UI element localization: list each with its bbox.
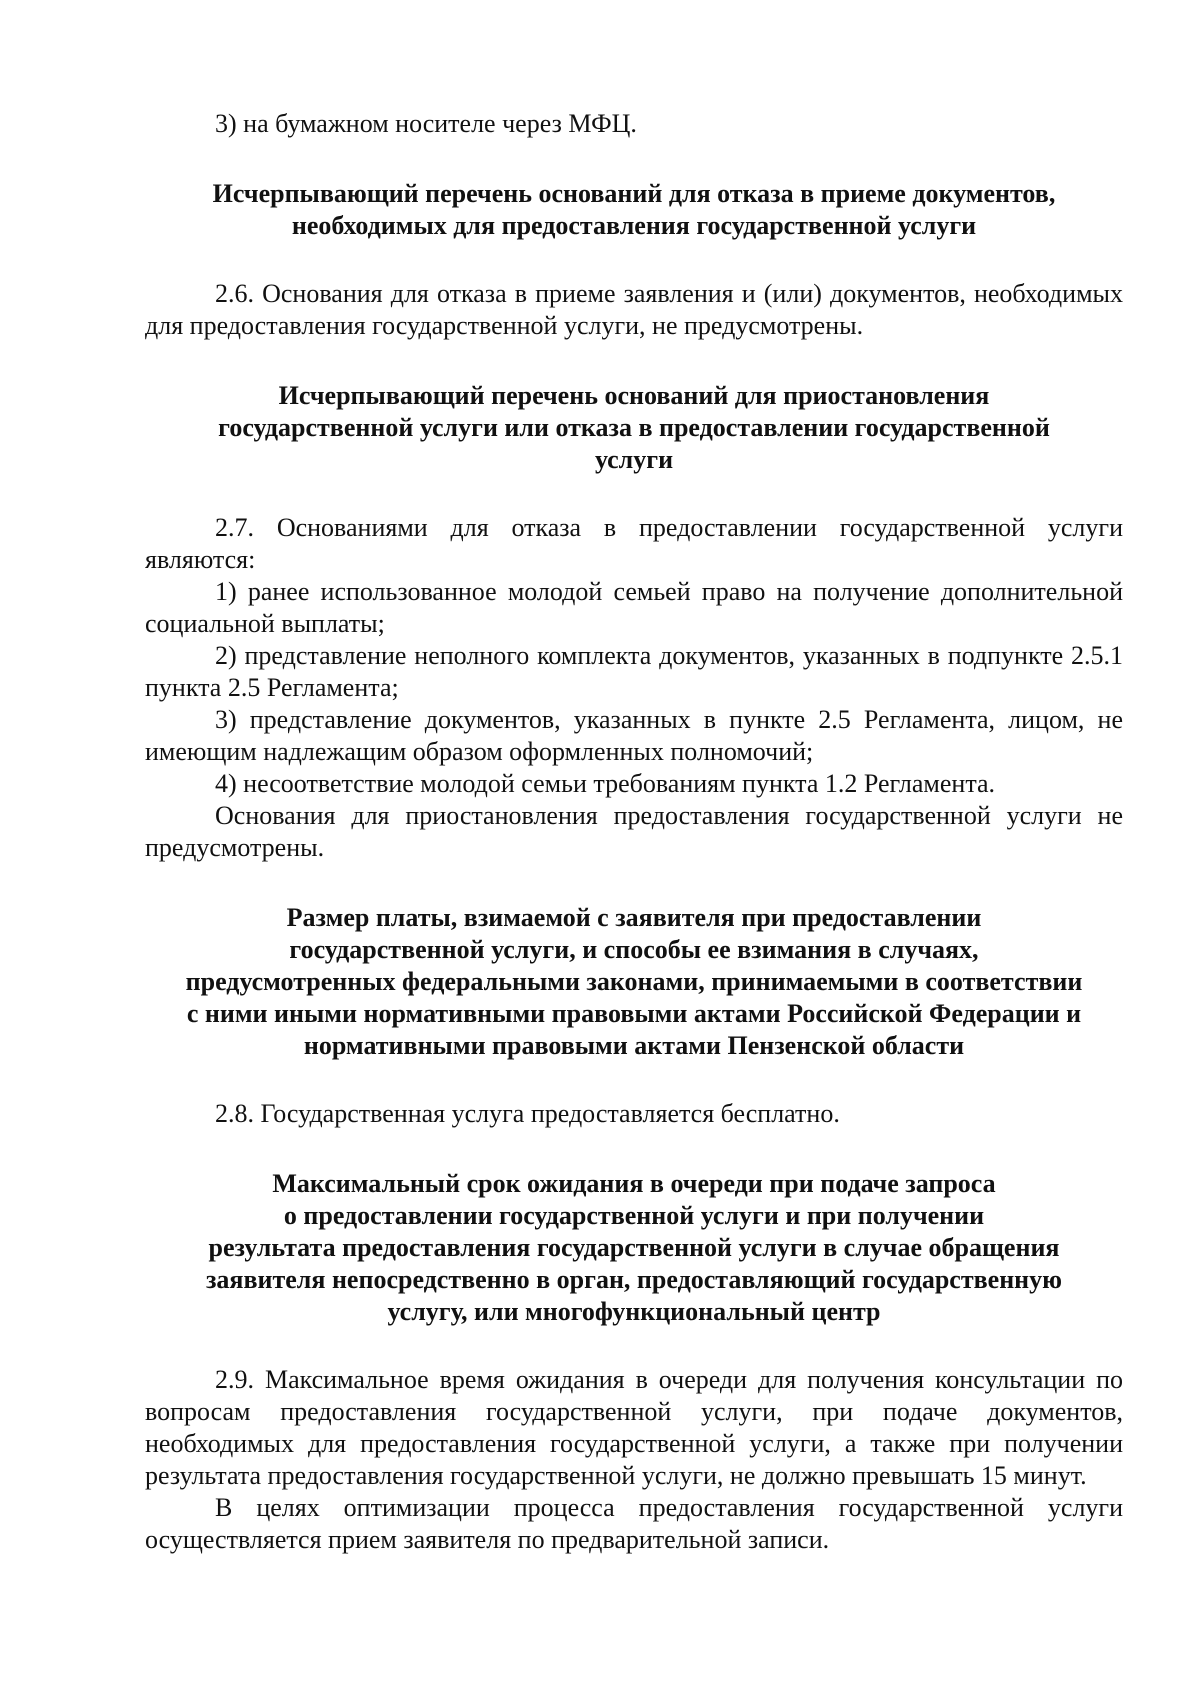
paragraph-2-6: 2.6. Основания для отказа в приеме заявления и (или) документов, необходимых для предоставления государственной услуги, не предусмотрены. xyxy=(145,279,1123,340)
paragraph-2-8: 2.8. Государственная услуга предоставляется бесплатно. xyxy=(215,1099,840,1128)
paragraph-2-7-item-4: 4) несоответствие молодой семьи требованиям пункта 1.2 Регламента. xyxy=(215,769,996,798)
heading-line: Максимальный срок ожидания в очереди при подаче запроса xyxy=(272,1169,996,1198)
paragraph-2-7-suspension-note: Основания для приостановления предоставления государственной услуги не предусмотрены. xyxy=(145,801,1123,862)
list-item-paper-via-mfc: 3) на бумажном носителе через МФЦ. xyxy=(215,109,637,138)
paragraph-2-9: 2.9. Максимальное время ожидания в очереди для получения консультации по вопросам предоставления государственной услуги, при подаче документов, необходимых для предоставления государственной услуги, а также при получении результата предоставления государственной услуги, не должно превышать 15 минут. xyxy=(145,1365,1123,1490)
paragraph-2-7-item-1: 1) ранее использованное молодой семьей право на получение дополнительной социальной выплаты; xyxy=(145,577,1123,638)
heading-line: услуги xyxy=(594,445,674,474)
paragraph-2-7-item-3: 3) представление документов, указанных в пункте 2.5 Регламента, лицом, не имеющим надлежащим образом оформленных полномочий; xyxy=(145,705,1123,766)
document-page xyxy=(145,108,1123,1556)
heading-line: Исчерпывающий перечень оснований для отказа в приеме документов, xyxy=(212,179,1056,208)
heading-line: Исчерпывающий перечень оснований для приостановления xyxy=(278,381,990,410)
section-heading-refusal-to-accept xyxy=(145,178,1123,242)
paragraph-2-7: 2.7. Основаниями для отказа в предоставлении государственной услуги являются: xyxy=(145,513,1123,574)
heading-line: с ними иными нормативными правовыми актами Российской Федерации и xyxy=(186,999,1082,1028)
paragraph-2-7-item-2: 2) представление неполного комплекта документов, указанных в подпункте 2.5.1 пункта 2.5 Регламента; xyxy=(145,641,1123,702)
heading-line: заявителя непосредственно в орган, предоставляющий государственную xyxy=(205,1265,1063,1294)
paragraph-2-9-pre-registration: В целях оптимизации процесса предоставления государственной услуги осуществляется прием заявителя по предварительной записи. xyxy=(145,1493,1123,1554)
section-heading-fee xyxy=(145,902,1123,1062)
heading-line: Размер платы, взимаемой с заявителя при предоставлении xyxy=(286,903,982,932)
heading-line: государственной услуги, и способы ее взимания в случаях, xyxy=(289,935,979,964)
heading-line: результата предоставления государственной услуги в случае обращения xyxy=(208,1233,1060,1262)
heading-line: государственной услуги или отказа в предоставлении государственной xyxy=(218,413,1050,442)
heading-line: предусмотренных федеральными законами, принимаемыми в соответствии xyxy=(185,967,1083,996)
heading-line: нормативными правовыми актами Пензенской области xyxy=(303,1031,965,1060)
heading-line: необходимых для предоставления государственной услуги xyxy=(291,211,977,240)
heading-line: услугу, или многофункциональный центр xyxy=(387,1297,881,1326)
heading-line: о предоставлении государственной услуги и при получении xyxy=(283,1201,985,1230)
section-heading-max-waiting-time xyxy=(145,1168,1123,1328)
section-heading-suspension-or-refusal xyxy=(145,380,1123,476)
